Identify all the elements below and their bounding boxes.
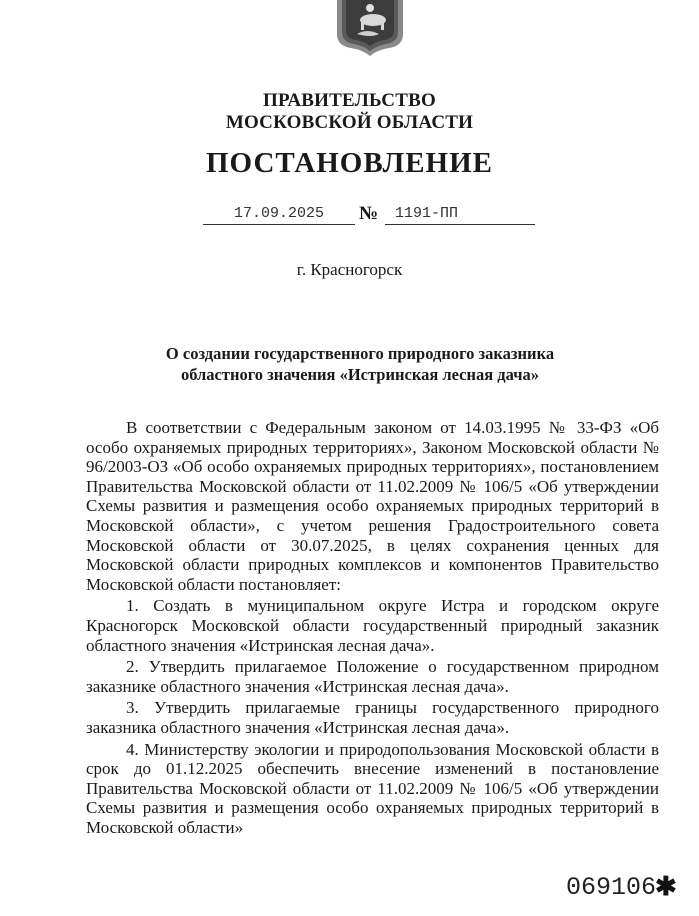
asterisk-mark-icon: ✱ (655, 872, 677, 901)
clause-3: 3. Утвердить прилагаемые границы государственного природного заказника областного значения «Истринская лесная дача». (86, 698, 659, 737)
document-date: 17.09.2025 (203, 205, 355, 225)
document-type: ПОСТАНОВЛЕНИЕ (205, 147, 493, 179)
title-line-2: областного значения «Истринская лесная дача» (180, 365, 540, 384)
number-sign: № (359, 203, 379, 224)
clause-4: 4. Министерству экологии и природопользования Московской области в срок до 01.12.2025 обеспечить внесение изменений в постановление Правительства Московской области от 11.02.2009 № 106/5 «Об утверждении Схемы развития и размещения особо охраняемых природных территорий в Московской области» (86, 739, 659, 837)
clause-2: 2. Утвердить прилагаемое Положение о государственном природном заказнике областного значения «Истринская лесная дача». (86, 657, 659, 696)
title-line-1: О создании государственного природного заказника (165, 344, 555, 363)
preamble-paragraph: В соответствии с Федеральным законом от 14.03.1995 № 33-ФЗ «Об особо охраняемых природных территориях», Законом Московской области № 96/2003-ОЗ «Об особо охраняемых природных территориях», постановлением Правительства Московской области от 11.02.2009 № 106/5 «Об утверждении Схемы развития и размещения особо охраняемых природных территорий в Московской области», с учетом решения Градостроительного совета Московской области от 30.07.2025, в целях сохранения ценных для Московской области природных комплексов и компонентов Правительство Московской области постановляет: (86, 418, 659, 594)
authority-name-line2: МОСКОВСКОЙ ОБЛАСТИ (225, 112, 474, 133)
form-serial-number: 069106 (566, 873, 657, 902)
clause-1: 1. Создать в муниципальном округе Истра и городском округе Красногорск Московской области государственный природный заказник областного значения «Истринская лесная дача». (86, 596, 659, 655)
document-number: 1191-ПП (385, 205, 535, 225)
document-title (100, 343, 620, 385)
document-body (86, 418, 659, 839)
coat-of-arms-icon (333, 0, 407, 56)
place-of-issue: г. Красногорск (296, 260, 403, 279)
authority-name-line1: ПРАВИТЕЛЬСТВО (263, 90, 436, 111)
